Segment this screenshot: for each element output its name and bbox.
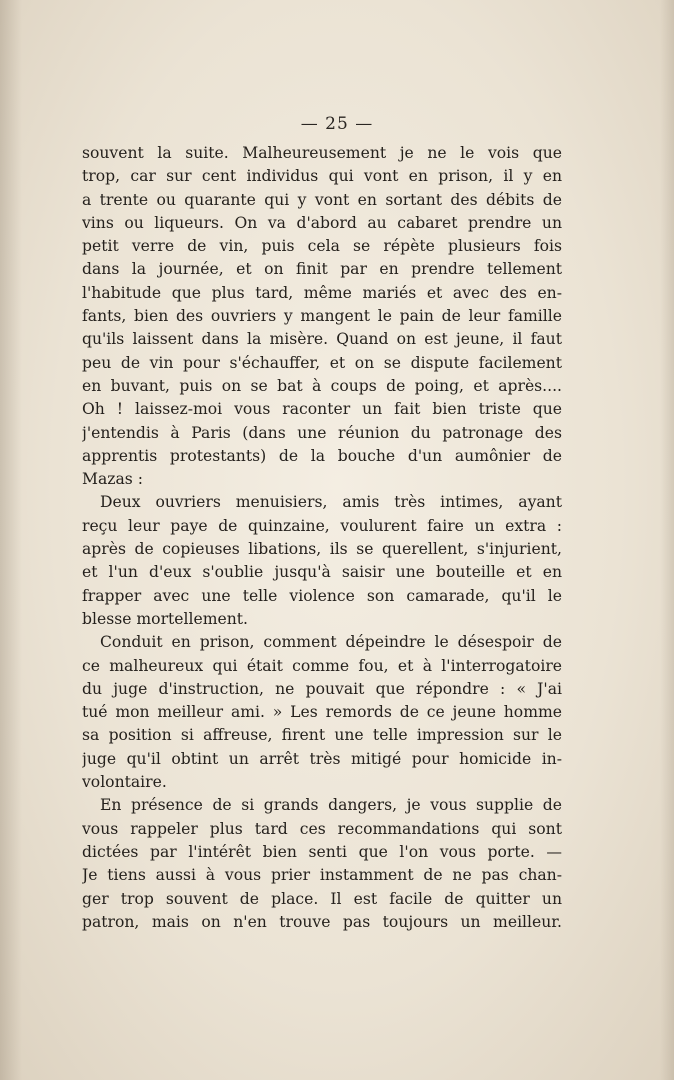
text-line: trop, car sur cent individus qui vont en prison, il y en: [82, 167, 562, 186]
page-edge-shadow-right: [660, 0, 674, 1080]
text-line: blesse mortellement.: [82, 609, 248, 628]
text-line: qu'ils laissent dans la misère. Quand on est jeune, il faut: [82, 330, 562, 349]
text-line: petit verre de vin, puis cela se répète plusieurs fois: [82, 237, 562, 256]
text-line: j'entendis à Paris (dans une réunion du patronage des: [82, 423, 562, 442]
text-line: Mazas :: [82, 470, 143, 489]
text-line: vous rappeler plus tard ces recommandations qui sont: [82, 819, 562, 838]
text-line: tué mon meilleur ami. » Les remords de ce jeune homme: [82, 703, 562, 722]
text-line: dictées par l'intérêt bien senti que l'on vous porte. —: [82, 842, 562, 861]
text-line: En présence de si grands dangers, je vous supplie de: [100, 796, 562, 815]
text-line: apprentis protestants) de la bouche d'un aumônier de: [82, 446, 562, 465]
text-line: ger trop souvent de place. Il est facile de quitter un: [82, 889, 562, 908]
text-line: reçu leur paye de quinzaine, voulurent faire un extra :: [82, 516, 562, 535]
text-line: volontaire.: [82, 773, 167, 792]
text-line: fants, bien des ouvriers y mangent le pain de leur famille: [82, 307, 562, 326]
text-line: et l'un d'eux s'oublie jusqu'à saisir une bouteille et en: [82, 563, 562, 582]
text-line: a trente ou quarante qui y vont en sortant des débits de: [82, 190, 562, 209]
text-line: peu de vin pour s'échauffer, et on se dispute facilement: [82, 353, 562, 372]
text-line: dans la journée, et on finit par en prendre tellement: [82, 260, 562, 279]
text-line: Deux ouvriers menuisiers, amis très intimes, ayant: [100, 493, 562, 512]
text-line: après de copieuses libations, ils se querellent, s'injurient,: [82, 540, 562, 559]
text-line: Conduit en prison, comment dépeindre le désespoir de: [100, 633, 562, 652]
text-line: souvent la suite. Malheureusement je ne le vois que: [82, 144, 562, 162]
text-line: frapper avec une telle violence son camarade, qu'il le: [82, 586, 562, 605]
page-edge-shadow-left: [0, 0, 22, 1080]
text-line: en buvant, puis on se bat à coups de poing, et après....: [82, 376, 562, 395]
page-number: — 25 —: [300, 114, 374, 134]
text-line: ce malheureux qui était comme fou, et à l'interrogatoire: [82, 656, 562, 675]
body-text: [82, 142, 562, 934]
text-line: juge qu'il obtint un arrêt très mitigé pour homicide in-: [82, 749, 562, 768]
text-line: l'habitude que plus tard, même mariés et avec des en-: [82, 283, 562, 302]
text-line: Je tiens aussi à vous prier instamment de ne pas chan-: [82, 866, 562, 885]
text-line: sa position si affreuse, firent une telle impression sur le: [82, 726, 562, 745]
text-line: Oh ! laissez-moi vous raconter un fait bien triste que: [82, 400, 562, 419]
text-line: vins ou liqueurs. On va d'abord au cabaret prendre un: [82, 213, 562, 232]
text-line: patron, mais on n'en trouve pas toujours un meilleur.: [82, 912, 562, 931]
text-line: du juge d'instruction, ne pouvait que répondre : « J'ai: [82, 679, 562, 698]
